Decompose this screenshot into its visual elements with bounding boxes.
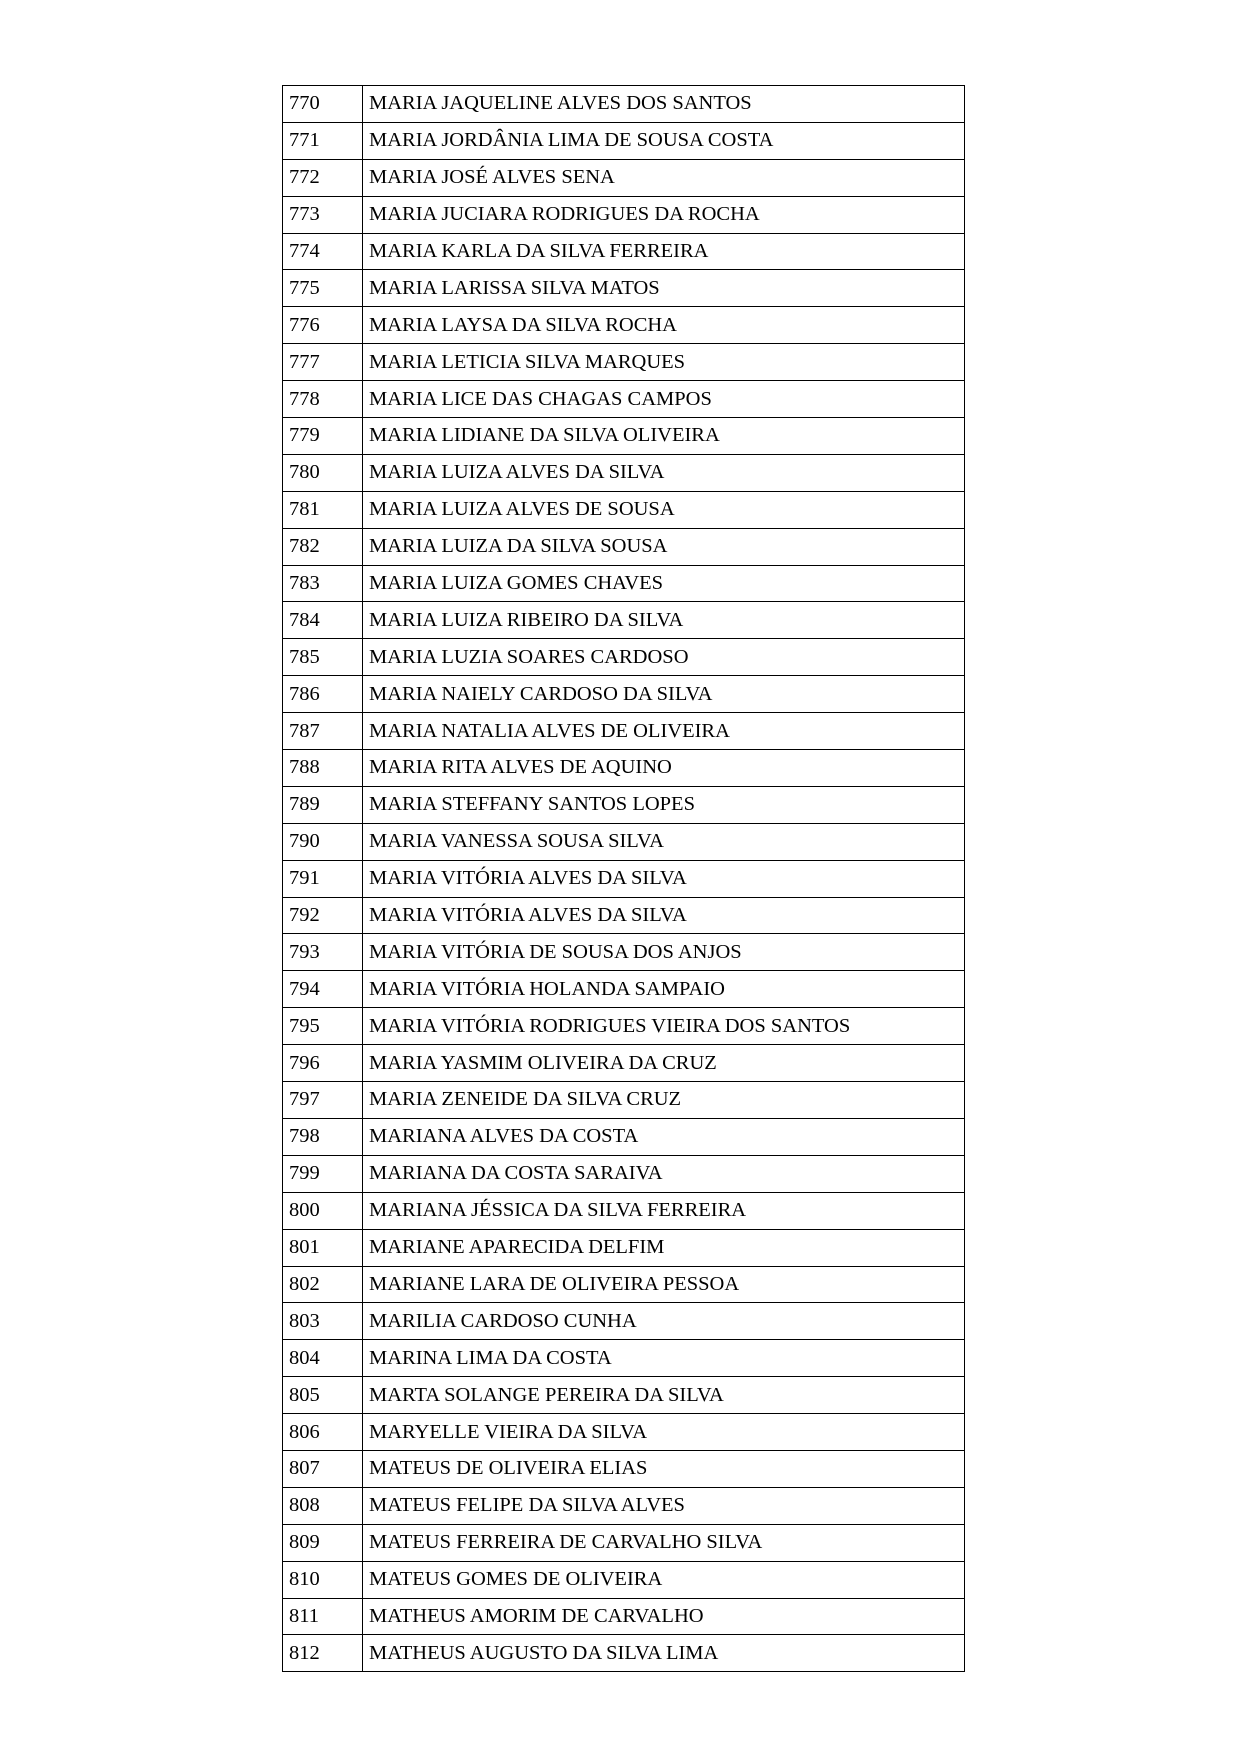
name-list-body: [283, 86, 965, 1672]
person-name-cell: MATEUS FELIPE DA SILVA ALVES: [363, 1487, 965, 1524]
person-name-cell: MARIA LUIZA RIBEIRO DA SILVA: [363, 602, 965, 639]
person-name-cell: MARIA RITA ALVES DE AQUINO: [363, 750, 965, 787]
person-name-cell: MARIA VITÓRIA DE SOUSA DOS ANJOS: [363, 934, 965, 971]
row-number-cell: 790: [283, 823, 363, 860]
table-row: [283, 750, 965, 787]
table-row: [283, 1635, 965, 1672]
row-number-cell: 771: [283, 122, 363, 159]
row-number-cell: 792: [283, 897, 363, 934]
row-number-cell: 785: [283, 639, 363, 676]
table-row: [283, 491, 965, 528]
row-number-cell: 772: [283, 159, 363, 196]
table-row: [283, 823, 965, 860]
table-row: [283, 1008, 965, 1045]
row-number-cell: 782: [283, 528, 363, 565]
table-row: [283, 1303, 965, 1340]
row-number-cell: 801: [283, 1229, 363, 1266]
table-row: [283, 196, 965, 233]
person-name-cell: MATEUS FERREIRA DE CARVALHO SILVA: [363, 1524, 965, 1561]
person-name-cell: MATEUS GOMES DE OLIVEIRA: [363, 1561, 965, 1598]
person-name-cell: MARIA LUIZA GOMES CHAVES: [363, 565, 965, 602]
person-name-cell: MARIANE LARA DE OLIVEIRA PESSOA: [363, 1266, 965, 1303]
row-number-cell: 778: [283, 381, 363, 418]
table-row: [283, 565, 965, 602]
row-number-cell: 803: [283, 1303, 363, 1340]
table-row: [283, 233, 965, 270]
row-number-cell: 800: [283, 1192, 363, 1229]
person-name-cell: MARIA LICE DAS CHAGAS CAMPOS: [363, 381, 965, 418]
table-row: [283, 454, 965, 491]
person-name-cell: MARIA LUZIA SOARES CARDOSO: [363, 639, 965, 676]
person-name-cell: MARIA LUIZA ALVES DA SILVA: [363, 454, 965, 491]
row-number-cell: 783: [283, 565, 363, 602]
table-row: [283, 1340, 965, 1377]
row-number-cell: 806: [283, 1414, 363, 1451]
person-name-cell: MATHEUS AMORIM DE CARVALHO: [363, 1598, 965, 1635]
person-name-cell: MARIA JAQUELINE ALVES DOS SANTOS: [363, 86, 965, 123]
table-row: [283, 1377, 965, 1414]
row-number-cell: 807: [283, 1450, 363, 1487]
table-row: [283, 786, 965, 823]
person-name-cell: MARIA LUIZA DA SILVA SOUSA: [363, 528, 965, 565]
person-name-cell: MARIA VITÓRIA ALVES DA SILVA: [363, 860, 965, 897]
row-number-cell: 795: [283, 1008, 363, 1045]
person-name-cell: MARIA JUCIARA RODRIGUES DA ROCHA: [363, 196, 965, 233]
table-row: [283, 1229, 965, 1266]
row-number-cell: 789: [283, 786, 363, 823]
person-name-cell: MARIA VITÓRIA ALVES DA SILVA: [363, 897, 965, 934]
row-number-cell: 781: [283, 491, 363, 528]
table-row: [283, 639, 965, 676]
person-name-cell: MATEUS DE OLIVEIRA ELIAS: [363, 1450, 965, 1487]
row-number-cell: 774: [283, 233, 363, 270]
person-name-cell: MARINA LIMA DA COSTA: [363, 1340, 965, 1377]
table-row: [283, 418, 965, 455]
table-row: [283, 1082, 965, 1119]
row-number-cell: 779: [283, 418, 363, 455]
table-row: [283, 1450, 965, 1487]
person-name-cell: MARIA KARLA DA SILVA FERREIRA: [363, 233, 965, 270]
person-name-cell: MARIA LAYSA DA SILVA ROCHA: [363, 307, 965, 344]
person-name-cell: MARIANA JÉSSICA DA SILVA FERREIRA: [363, 1192, 965, 1229]
name-list-table: [282, 85, 965, 1672]
row-number-cell: 784: [283, 602, 363, 639]
row-number-cell: 775: [283, 270, 363, 307]
person-name-cell: MARIANA DA COSTA SARAIVA: [363, 1155, 965, 1192]
person-name-cell: MARIA LUIZA ALVES DE SOUSA: [363, 491, 965, 528]
row-number-cell: 794: [283, 971, 363, 1008]
row-number-cell: 809: [283, 1524, 363, 1561]
row-number-cell: 811: [283, 1598, 363, 1635]
table-row: [283, 307, 965, 344]
table-row: [283, 86, 965, 123]
row-number-cell: 797: [283, 1082, 363, 1119]
person-name-cell: MARIA STEFFANY SANTOS LOPES: [363, 786, 965, 823]
table-row: [283, 1266, 965, 1303]
table-row: [283, 971, 965, 1008]
table-row: [283, 713, 965, 750]
table-row: [283, 1561, 965, 1598]
person-name-cell: MARIA VITÓRIA HOLANDA SAMPAIO: [363, 971, 965, 1008]
row-number-cell: 810: [283, 1561, 363, 1598]
table-row: [283, 1487, 965, 1524]
person-name-cell: MARIA ZENEIDE DA SILVA CRUZ: [363, 1082, 965, 1119]
table-row: [283, 528, 965, 565]
person-name-cell: MARIA NAIELY CARDOSO DA SILVA: [363, 676, 965, 713]
row-number-cell: 808: [283, 1487, 363, 1524]
person-name-cell: MARIANA ALVES DA COSTA: [363, 1118, 965, 1155]
table-row: [283, 676, 965, 713]
row-number-cell: 796: [283, 1045, 363, 1082]
row-number-cell: 776: [283, 307, 363, 344]
row-number-cell: 798: [283, 1118, 363, 1155]
table-row: [283, 934, 965, 971]
row-number-cell: 804: [283, 1340, 363, 1377]
row-number-cell: 812: [283, 1635, 363, 1672]
table-row: [283, 1045, 965, 1082]
person-name-cell: MARILIA CARDOSO CUNHA: [363, 1303, 965, 1340]
table-row: [283, 270, 965, 307]
table-row: [283, 1598, 965, 1635]
table-row: [283, 344, 965, 381]
table-row: [283, 1524, 965, 1561]
row-number-cell: 777: [283, 344, 363, 381]
row-number-cell: 805: [283, 1377, 363, 1414]
row-number-cell: 788: [283, 750, 363, 787]
person-name-cell: MATHEUS AUGUSTO DA SILVA LIMA: [363, 1635, 965, 1672]
row-number-cell: 780: [283, 454, 363, 491]
row-number-cell: 786: [283, 676, 363, 713]
person-name-cell: MARIA LARISSA SILVA MATOS: [363, 270, 965, 307]
person-name-cell: MARIA LIDIANE DA SILVA OLIVEIRA: [363, 418, 965, 455]
row-number-cell: 802: [283, 1266, 363, 1303]
row-number-cell: 787: [283, 713, 363, 750]
person-name-cell: MARIA NATALIA ALVES DE OLIVEIRA: [363, 713, 965, 750]
person-name-cell: MARIA JORDÂNIA LIMA DE SOUSA COSTA: [363, 122, 965, 159]
person-name-cell: MARIA LETICIA SILVA MARQUES: [363, 344, 965, 381]
table-row: [283, 1118, 965, 1155]
table-row: [283, 1414, 965, 1451]
row-number-cell: 773: [283, 196, 363, 233]
table-row: [283, 897, 965, 934]
person-name-cell: MARIANE APARECIDA DELFIM: [363, 1229, 965, 1266]
table-row: [283, 1155, 965, 1192]
row-number-cell: 770: [283, 86, 363, 123]
table-row: [283, 1192, 965, 1229]
person-name-cell: MARIA YASMIM OLIVEIRA DA CRUZ: [363, 1045, 965, 1082]
row-number-cell: 799: [283, 1155, 363, 1192]
person-name-cell: MARIA JOSÉ ALVES SENA: [363, 159, 965, 196]
person-name-cell: MARIA VITÓRIA RODRIGUES VIEIRA DOS SANTOS: [363, 1008, 965, 1045]
row-number-cell: 793: [283, 934, 363, 971]
table-row: [283, 159, 965, 196]
row-number-cell: 791: [283, 860, 363, 897]
person-name-cell: MARIA VANESSA SOUSA SILVA: [363, 823, 965, 860]
person-name-cell: MARYELLE VIEIRA DA SILVA: [363, 1414, 965, 1451]
table-row: [283, 860, 965, 897]
table-row: [283, 381, 965, 418]
table-row: [283, 122, 965, 159]
table-row: [283, 602, 965, 639]
person-name-cell: MARTA SOLANGE PEREIRA DA SILVA: [363, 1377, 965, 1414]
